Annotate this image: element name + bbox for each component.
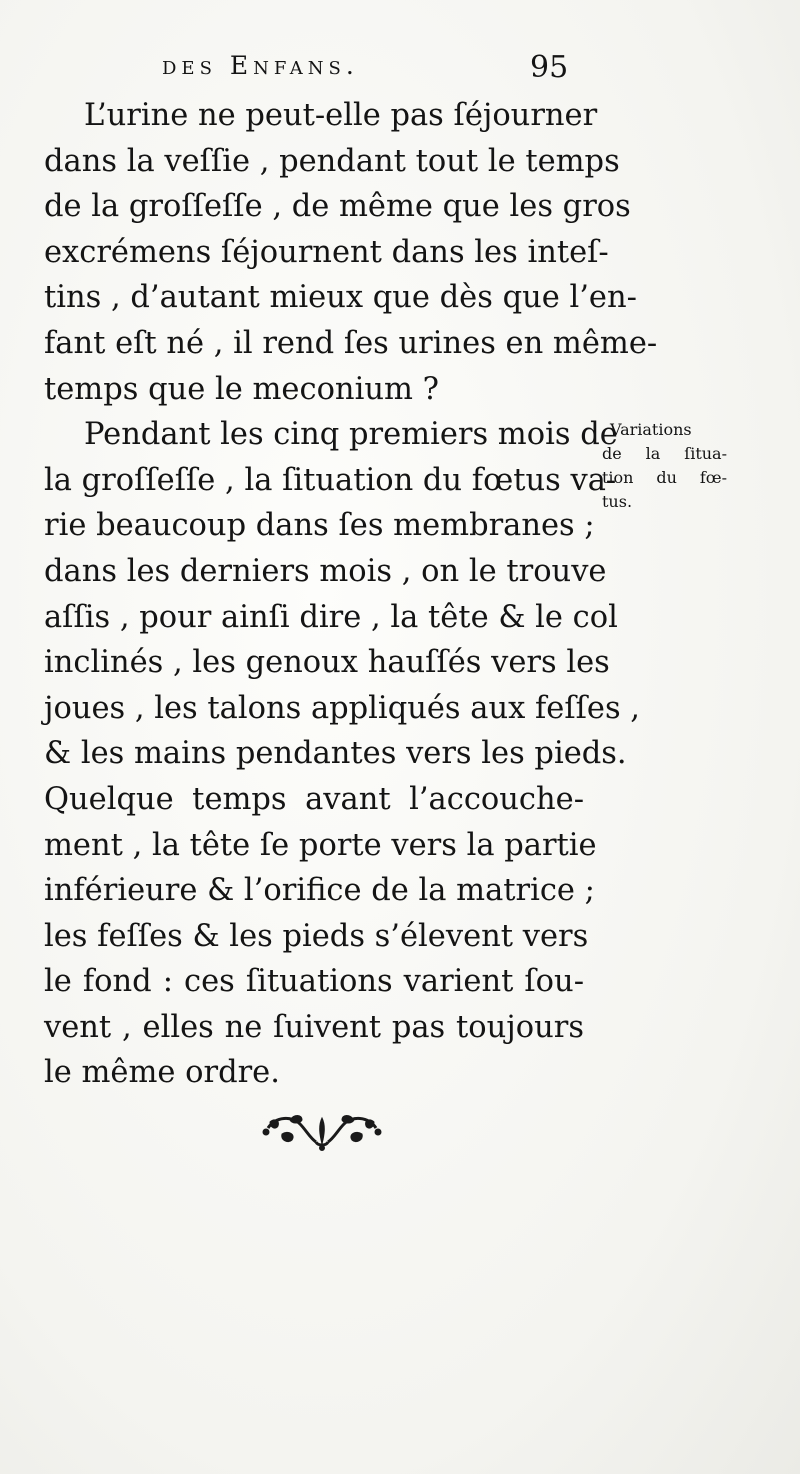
text-line: temps que le meconium ? <box>44 371 439 407</box>
text-line: rie beaucoup dans ſes membranes ; <box>44 508 595 544</box>
text-line: tins , d’autant mieux que dès que l’en- <box>44 280 637 316</box>
text-line: dans les derniers mois , on le trouve <box>44 553 607 589</box>
text-line: le fond : ces ſituations varient ſou- <box>44 964 584 1000</box>
page-number: 95 <box>530 50 569 85</box>
margin-note-line: tus. <box>602 492 633 511</box>
text-line: Pendant les cinq premiers mois de <box>84 417 618 453</box>
text-line: aſſis , pour ainſi dire , la tête & le col <box>44 599 618 635</box>
text-line: inférieure & l’orifice de la matrice ; <box>44 873 595 909</box>
text-line: la groſſeſſe , la ſituation du fœtus va- <box>44 462 617 498</box>
text-line: ment , la tête ſe porte vers la partie <box>44 827 597 863</box>
margin-note-line: Variations <box>610 420 692 439</box>
page-header <box>0 46 800 86</box>
text-line: les feſſes & les pieds s’élevent vers <box>44 918 589 954</box>
fleuron-ornament-icon <box>262 1108 382 1152</box>
text-line: fant eſt né , il rend ſes urines en même- <box>44 325 658 361</box>
text-line: & les mains pendantes vers les pieds. <box>44 736 627 772</box>
running-title: des Enfans. <box>162 51 359 80</box>
text-line: L’urine ne peut-elle pas ſéjourner <box>84 98 598 133</box>
margin-note-line: de la ſitua- <box>602 444 727 463</box>
text-line: excrémens ſéjournent dans les inteſ- <box>44 234 609 270</box>
text-line: joues , les talons appliqués aux feſſes , <box>44 690 640 726</box>
margin-note-line: tion du fœ- <box>602 468 727 487</box>
margin-note <box>602 418 727 514</box>
text-line: le même ordre. <box>44 1055 280 1091</box>
text-line: de la groſſeſſe , de même que les gros <box>44 189 631 225</box>
text-line: vent , elles ne ſuivent pas toujours <box>44 1009 584 1045</box>
text-line: Quelque temps avant l’accouche- <box>44 781 584 817</box>
text-line: inclinés , les genoux hauſſés vers les <box>44 645 610 681</box>
text-line: dans la veſſie , pendant tout le temps <box>44 143 620 179</box>
